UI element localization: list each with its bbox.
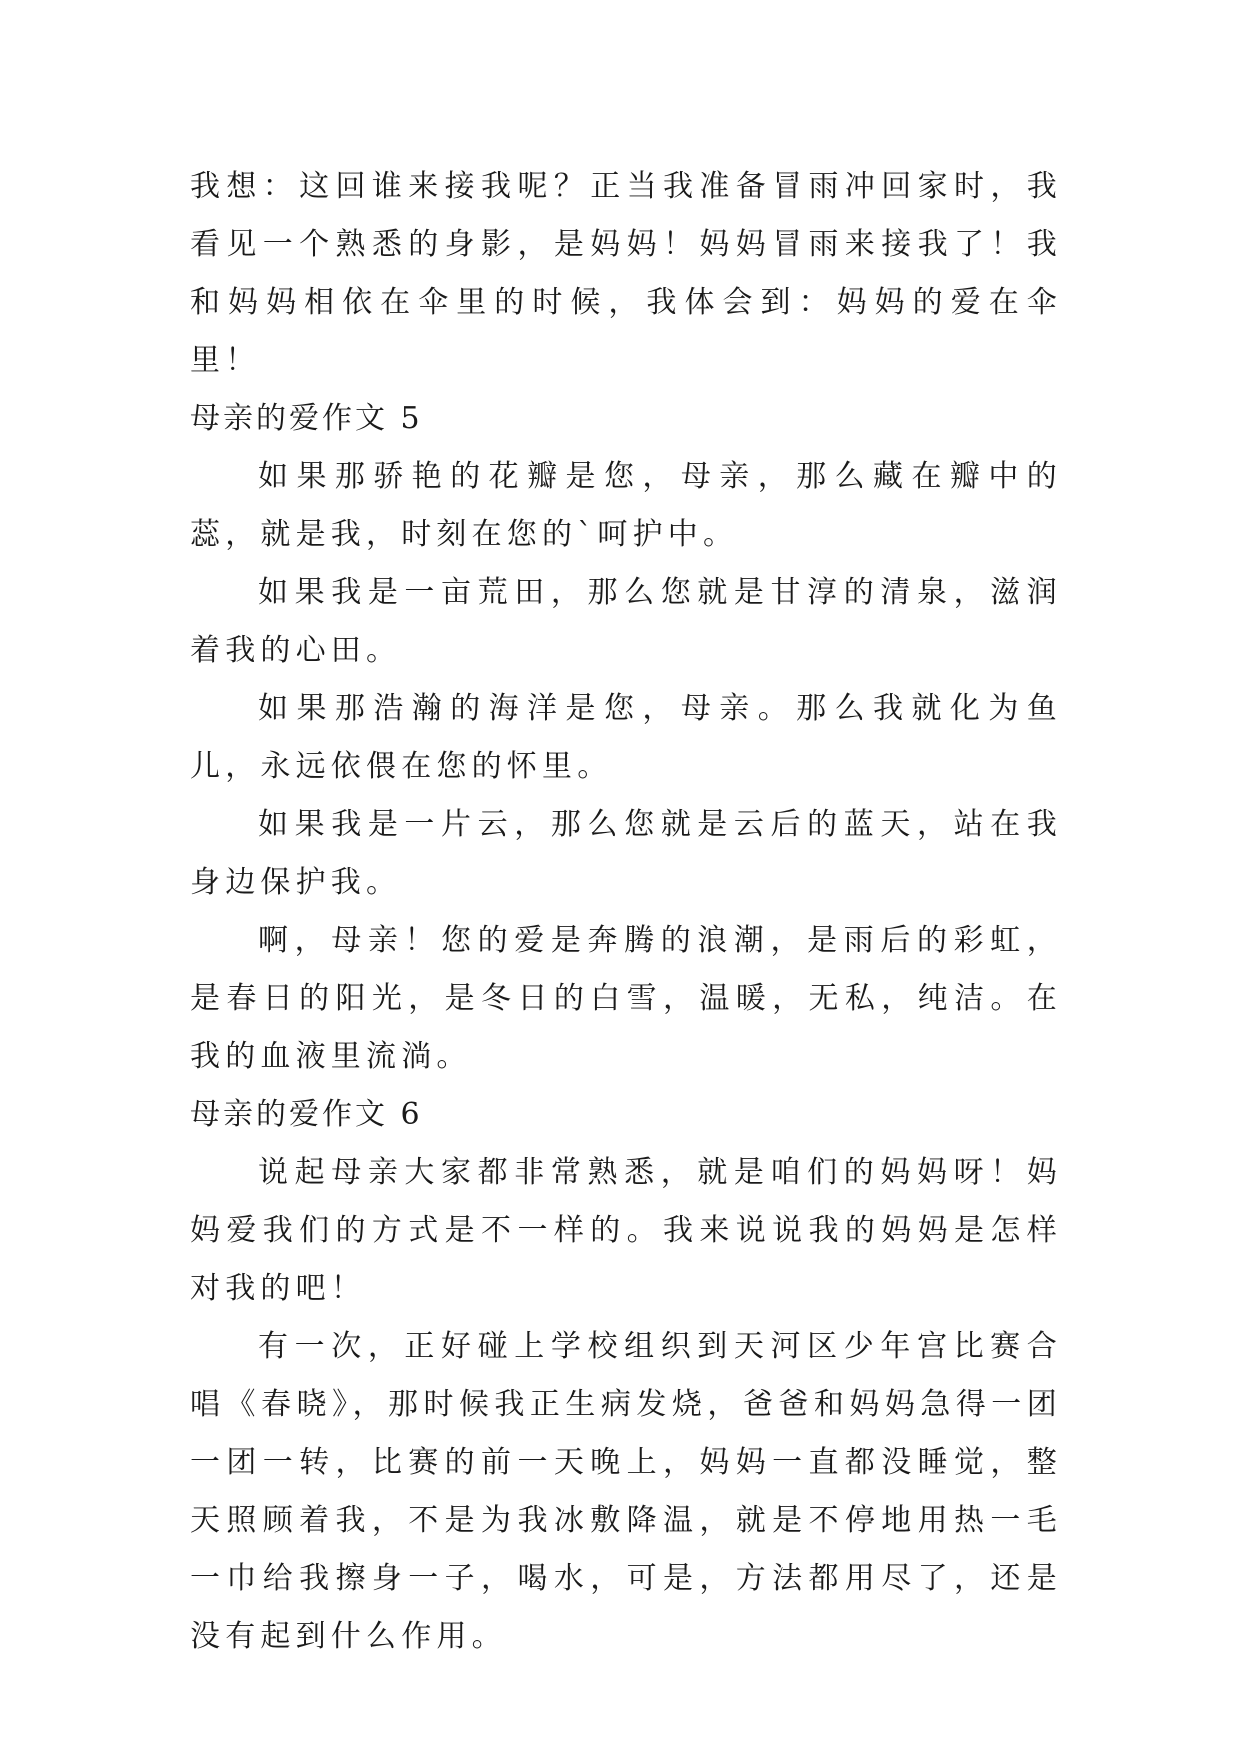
paragraph: 如果我是一片云，那么您就是云后的蓝天，站在我身边保护我。	[190, 807, 1062, 900]
paragraph: 说起母亲大家都非常熟悉，就是咱们的妈妈呀！妈妈爱我们的方式是不一样的。我来说说我的妈妈是怎样对我的吧！	[190, 1155, 1062, 1306]
paragraph: 如果那骄艳的花瓣是您，母亲，那么藏在瓣中的蕊，就是我，时刻在您的`呵护中。	[190, 459, 1062, 552]
document-body	[190, 158, 1062, 1666]
paragraph: 有一次，正好碰上学校组织到天河区少年宫比赛合唱《春晓》，那时候我正生病发烧，爸爸和妈妈急得一团一团一转，比赛的前一天晚上，妈妈一直都没睡觉，整天照顾着我，不是为我冰敷降温，就是不停地用热一毛一巾给我擦身一子，喝水，可是，方法都用尽了，还是没有起到什么作用。	[190, 1329, 1062, 1654]
paragraph-continued: 我想：这回谁来接我呢？正当我准备冒雨冲回家时，我看见一个熟悉的身影，是妈妈！妈妈冒雨来接我了！我和妈妈相依在伞里的时候，我体会到：妈妈的爱在伞里！	[190, 169, 1062, 378]
section-heading-5: 母亲的爱作文 5	[190, 401, 423, 436]
paragraph: 如果我是一亩荒田，那么您就是甘淳的清泉，滋润着我的心田。	[190, 575, 1062, 668]
paragraph: 啊，母亲！您的爱是奔腾的浪潮，是雨后的彩虹，是春日的阳光，是冬日的白雪，温暖，无私，纯洁。在我的血液里流淌。	[190, 923, 1062, 1074]
section-heading-6: 母亲的爱作文 6	[190, 1097, 423, 1132]
paragraph: 如果那浩瀚的海洋是您，母亲。那么我就化为鱼儿，永远依偎在您的怀里。	[190, 691, 1062, 784]
